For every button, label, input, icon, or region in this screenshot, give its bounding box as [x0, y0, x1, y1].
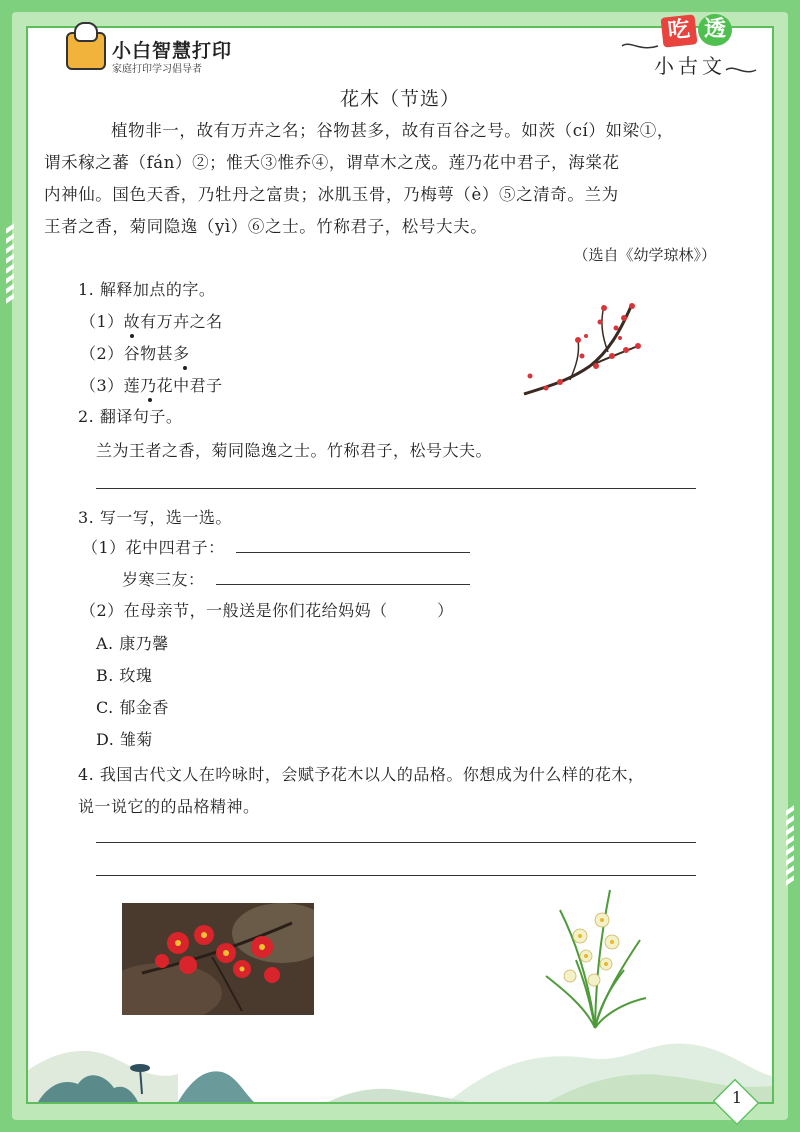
q4-line-2: 说一说它的的品格精神。 [78, 797, 260, 816]
passage-line: 王者之香，菊同隐逸（yì）⑥之士。竹称君子，松号大夫。 [44, 217, 488, 236]
q3-option-c[interactable]: C. 郁金香 [96, 698, 169, 717]
passage-source: （选自《幼学琼林》） [573, 246, 716, 264]
page-number: 1 [731, 1088, 743, 1107]
logo-title: 小白智慧打印 [112, 40, 233, 62]
q4-answer-line-2[interactable] [96, 875, 696, 876]
q3-sub2-question: （2）在母亲节，一般送是你们花给妈妈（ ） [80, 601, 454, 620]
passage-text [44, 115, 728, 243]
q2-sentence: 兰为王者之香，菊同隐逸之士。竹称君子，松号大夫。 [96, 441, 493, 460]
q4-line-1: 4. 我国古代文人在吟咏时，会赋予花木以人的品格。你想成为什么样的花木， [78, 765, 645, 784]
q3-option-b[interactable]: B. 玫瑰 [96, 666, 153, 685]
swirl-decoration-right-icon [724, 64, 758, 76]
q2-label: 2. 翻译句子。 [78, 407, 183, 426]
logo-subtitle: 家庭打印学习倡导者 [112, 64, 202, 75]
passage-line: 谓禾稼之蕃（fán）②；惟夭③惟乔④，谓草木之茂。莲乃花中君子，海棠花 [44, 153, 620, 172]
q1-label: 1. 解释加点的字。 [78, 280, 216, 299]
emphasis-dot [130, 334, 134, 338]
mountain-landscape [28, 1030, 772, 1102]
red-flower-image [122, 903, 314, 1015]
passage-line: 植物非一，故有万卉之名；谷物甚多，故有百谷之号。如茨（cí）如梁①， [111, 121, 674, 140]
q1-item-1: （1）故有万卉之名 [80, 312, 223, 331]
red-flower-photo [122, 903, 314, 1015]
emphasis-dot [183, 366, 187, 370]
bunny-mascot-icon [74, 22, 98, 42]
emphasis-dot [148, 398, 152, 402]
q2-answer-line[interactable] [96, 488, 696, 489]
brand-subtitle: 小古文 [654, 54, 726, 78]
q1-item-2: （2）谷物甚多 [80, 344, 190, 363]
plum-blossom-illustration [520, 296, 650, 400]
q3-option-a[interactable]: A. 康乃馨 [96, 634, 169, 653]
q3-sub1-three-friends: 岁寒三友： [122, 570, 205, 589]
q3-label: 3. 写一写，选一选。 [78, 508, 232, 527]
q3-three-friends-answer-line[interactable] [216, 584, 470, 585]
brand-char-2: 透 [698, 14, 732, 46]
brand-char-1: 吃 [661, 14, 698, 47]
passage-title: 花木（节选） [339, 88, 460, 110]
q3-sub1-four-gentlemen: （1）花中四君子： [82, 538, 225, 557]
q3-option-d[interactable]: D. 雏菊 [96, 730, 153, 749]
passage-line: 内神仙。国色天香，乃牡丹之富贵；冰肌玉骨，乃梅萼（è）⑤之清奇。兰为 [44, 185, 619, 204]
narcissus-illustration [540, 880, 650, 1030]
q1-item-3: （3）莲乃花中君子 [80, 376, 223, 395]
q3-four-gentlemen-answer-line[interactable] [236, 552, 470, 553]
q4-answer-line-1[interactable] [96, 842, 696, 843]
